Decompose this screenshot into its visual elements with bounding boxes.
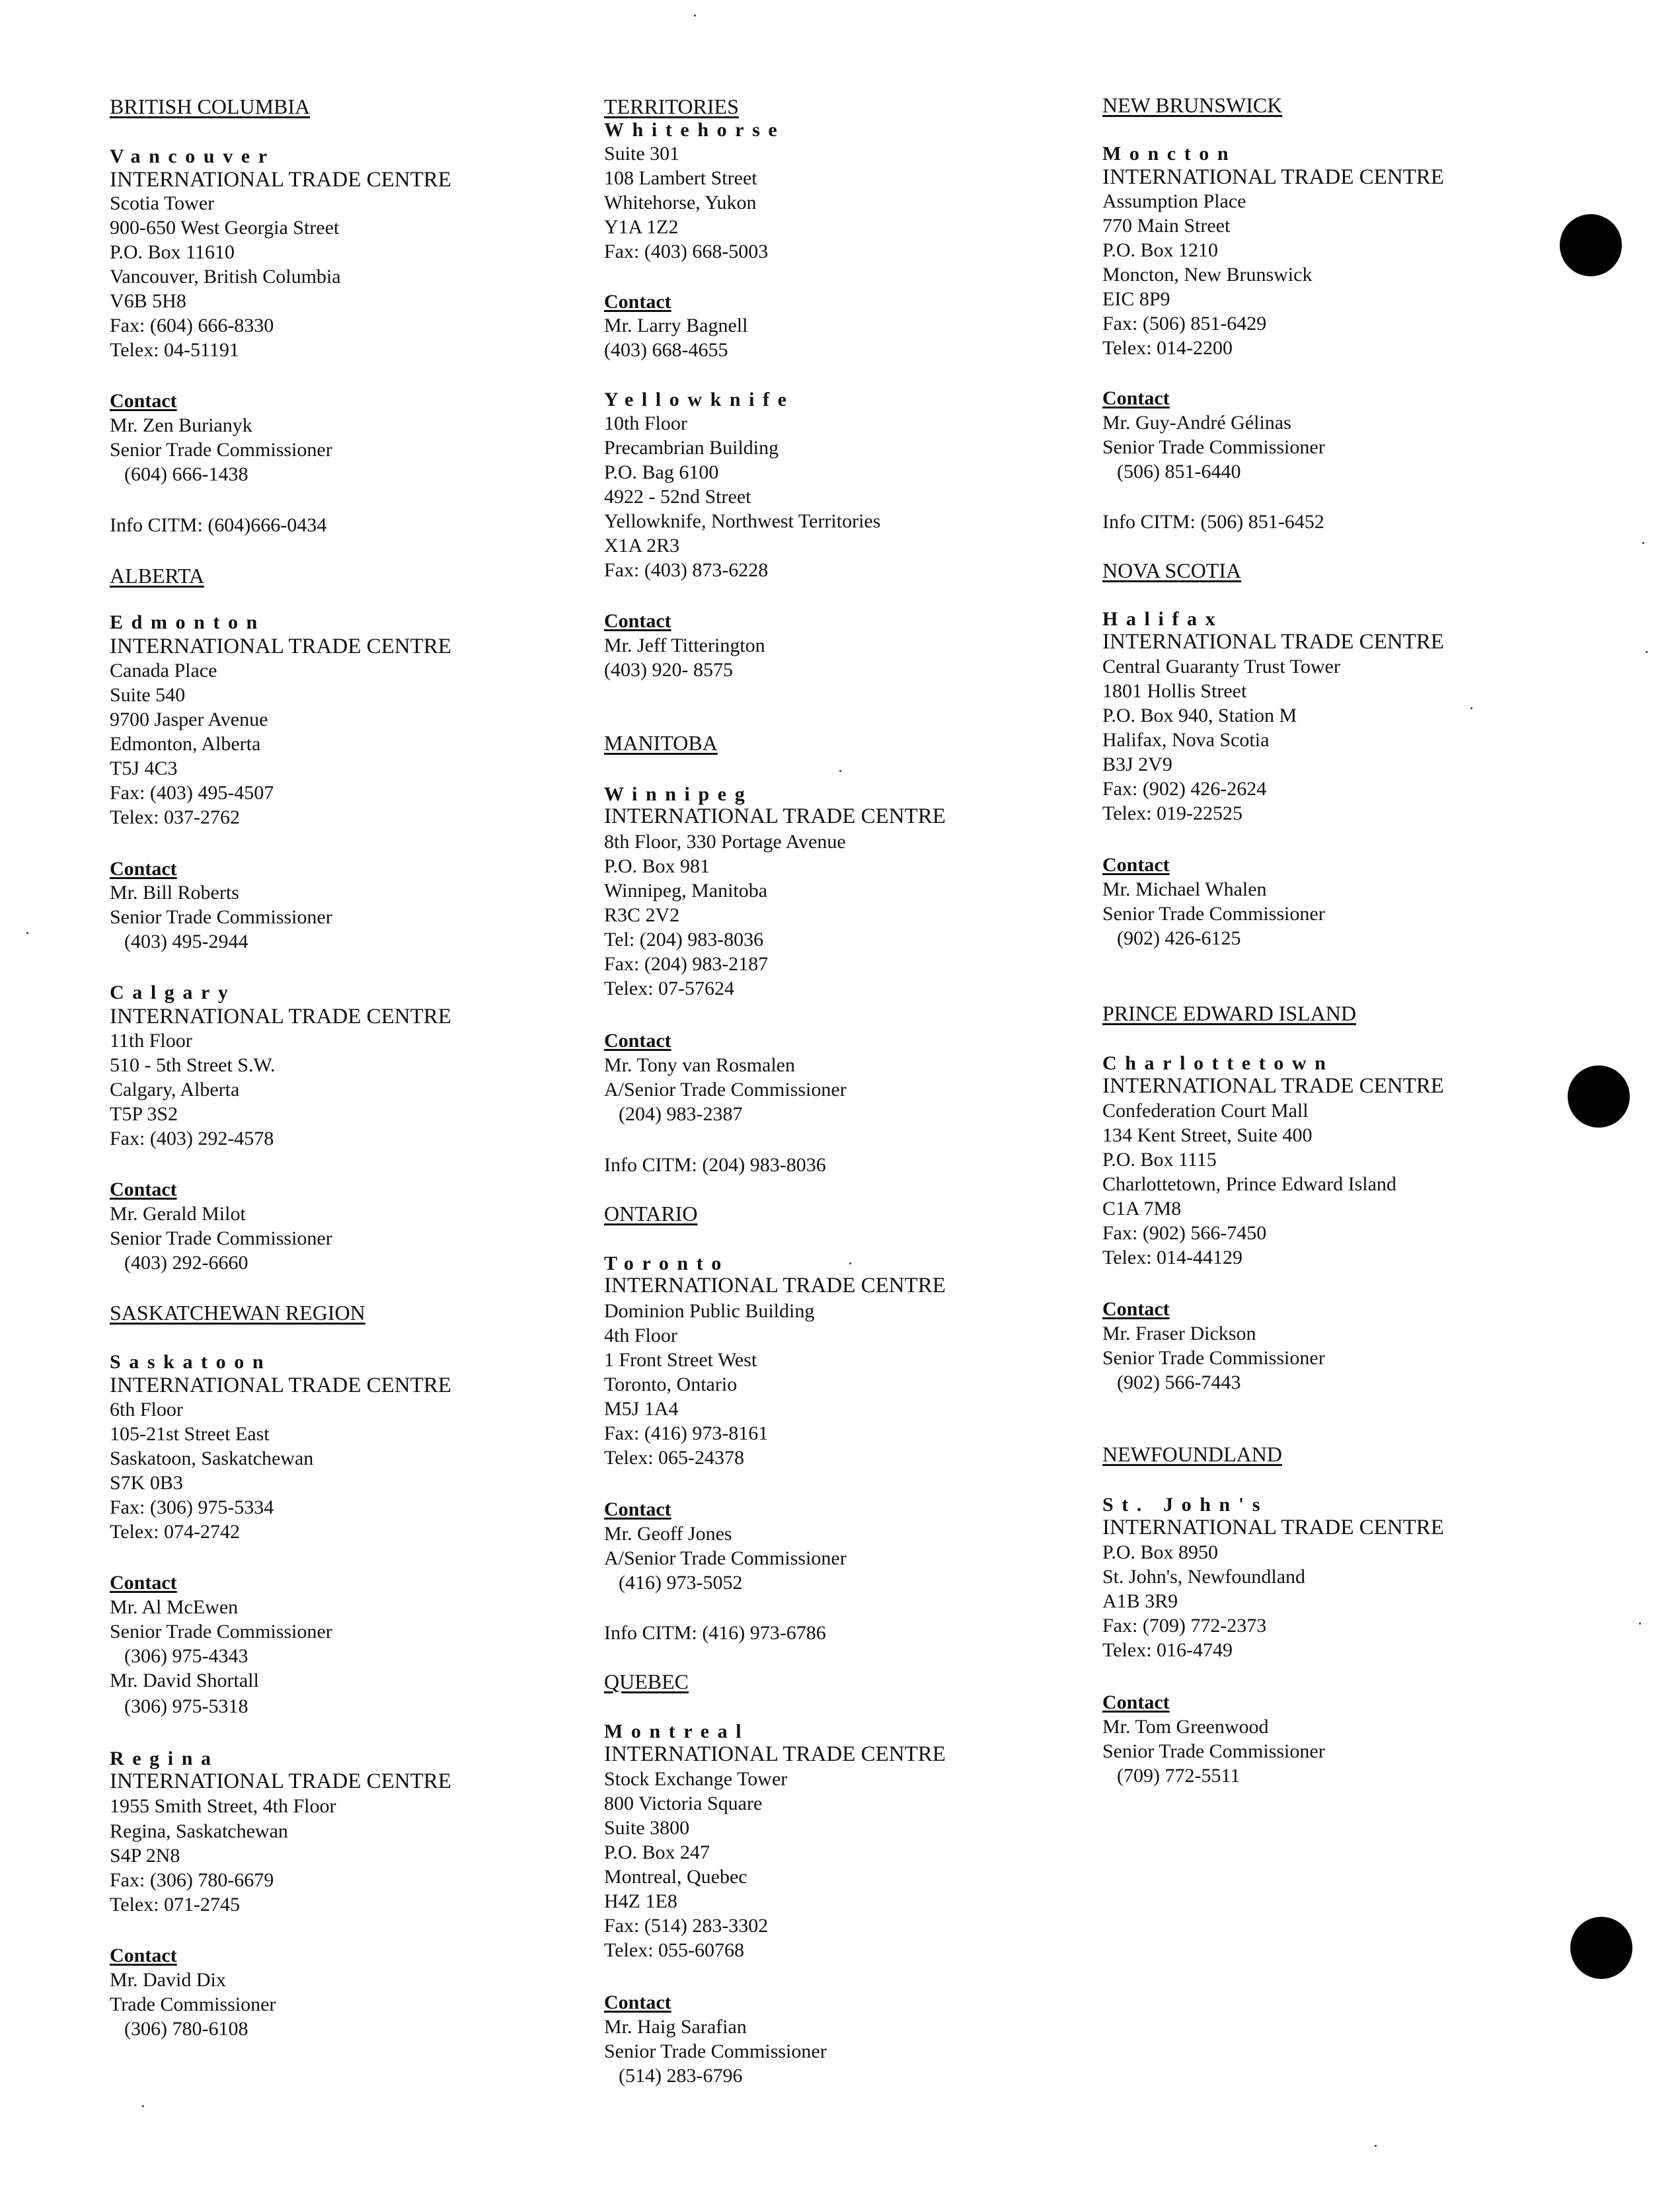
text-line: Toronto, Ontario: [604, 1373, 738, 1395]
text-line: Fax: (403) 292-4578: [110, 1128, 274, 1149]
text-line: H4Z 1E8: [604, 1890, 677, 1912]
text-line: S7K 0B3: [110, 1472, 183, 1494]
text-line: INTERNATIONAL TRADE CENTRE: [1102, 1516, 1444, 1539]
text-line: Telex: 037-2762: [110, 806, 241, 828]
region-heading: NEW BRUNSWICK: [1102, 93, 1283, 117]
text-line: Trade Commissioner: [110, 1993, 276, 2015]
text-line: T5J 4C3: [110, 757, 178, 779]
text-line: 8th Floor, 330 Portage Avenue: [604, 831, 846, 853]
text-line: Mr. Bill Roberts: [110, 882, 239, 904]
text-line: INTERNATIONAL TRADE CENTRE: [110, 1005, 451, 1028]
text-line: 10th Floor: [604, 412, 687, 434]
text-line: (902) 426-6125: [1117, 927, 1241, 949]
text-line: Telex: 016-4749: [1102, 1639, 1233, 1661]
text-line: R3C 2V2: [604, 904, 680, 926]
text-line: Telex: 04-51191: [110, 339, 239, 361]
city-name: Toronto: [604, 1253, 730, 1274]
text-line: INTERNATIONAL TRADE CENTRE: [1102, 630, 1444, 654]
city-name: Calgary: [110, 982, 237, 1003]
text-line: Winnipeg, Manitoba: [604, 880, 768, 902]
text-line: Mr. Haig Sarafian: [604, 2016, 747, 2038]
text-line: 9700 Jasper Avenue: [110, 709, 268, 730]
text-line: Senior Trade Commissioner: [110, 1227, 332, 1249]
text-line: Whitehorse, Yukon: [604, 192, 757, 213]
text-line: Mr. Zen Burianyk: [110, 414, 252, 436]
city-name: Montreal: [604, 1720, 750, 1742]
city-name: Charlottetown: [1102, 1052, 1334, 1074]
contact-label: Contact: [1102, 854, 1170, 876]
punch-hole-middle: [1568, 1065, 1630, 1128]
city-name: Moncton: [1102, 143, 1237, 165]
text-line: P.O. Box 1115: [1102, 1149, 1217, 1171]
text-line: INTERNATIONAL TRADE CENTRE: [110, 168, 451, 192]
text-line: Telex: 055-60768: [604, 1939, 745, 1961]
contact-label: Contact: [604, 291, 671, 313]
text-line: INTERNATIONAL TRADE CENTRE: [604, 1742, 946, 1766]
text-line: Fax: (902) 426-2624: [1102, 778, 1267, 800]
text-line: Vancouver, British Columbia: [110, 266, 341, 288]
text-line: P.O. Box 1210: [1102, 239, 1219, 261]
text-line: Senior Trade Commissioner: [110, 906, 332, 928]
city-name: Whitehorse: [604, 119, 786, 141]
text-line: Fax: (709) 772-2373: [1102, 1615, 1267, 1637]
text-line: Mr. David Shortall: [110, 1670, 259, 1691]
contact-label: Contact: [1102, 387, 1170, 409]
city-name: Regina: [110, 1748, 219, 1769]
scan-speck: [694, 15, 696, 17]
text-line: Senior Trade Commissioner: [1102, 1347, 1325, 1369]
text-line: Fax: (416) 973-8161: [604, 1422, 769, 1444]
text-line: 6th Floor: [110, 1399, 183, 1420]
text-line: Senior Trade Commissioner: [1102, 436, 1325, 458]
scan-speck: [26, 932, 28, 934]
text-line: Telex: 065-24378: [604, 1447, 745, 1469]
text-line: Mr. Gerald Milot: [110, 1203, 246, 1225]
text-line: T5P 3S2: [110, 1103, 178, 1125]
text-line: EIC 8P9: [1102, 288, 1170, 310]
scan-speck: [1642, 542, 1644, 544]
region-heading: NEWFOUNDLAND: [1102, 1442, 1282, 1466]
punch-hole-top: [1560, 214, 1622, 276]
region-heading: QUEBEC: [604, 1670, 689, 1693]
text-line: Suite 540: [110, 684, 186, 706]
text-line: Central Guaranty Trust Tower: [1102, 656, 1340, 677]
text-line: Charlottetown, Prince Edward Island: [1102, 1173, 1396, 1195]
text-line: Fax: (403) 873-6228: [604, 559, 769, 581]
text-line: P.O. Box 940, Station M: [1102, 705, 1297, 726]
text-line: B3J 2V9: [1102, 754, 1172, 775]
text-line: C1A 7M8: [1102, 1198, 1182, 1219]
text-line: Edmonton, Alberta: [110, 733, 261, 755]
text-line: Mr. Jeff Titterington: [604, 635, 765, 656]
text-line: St. John's, Newfoundland: [1102, 1566, 1306, 1588]
text-line: Montreal, Quebec: [604, 1866, 747, 1888]
contact-label: Contact: [604, 1991, 671, 2013]
city-name: Edmonton: [110, 611, 266, 633]
text-line: Fax: (514) 283-3302: [604, 1915, 769, 1937]
text-line: Mr. Michael Whalen: [1102, 878, 1267, 900]
text-line: Fax: (306) 975-5334: [110, 1496, 274, 1518]
text-line: A1B 3R9: [1102, 1590, 1178, 1612]
region-heading: NOVA SCOTIA: [1102, 559, 1242, 582]
region-heading: ONTARIO: [604, 1202, 698, 1225]
text-line: Senior Trade Commissioner: [1102, 1740, 1325, 1762]
scan-speck: [1375, 2145, 1377, 2147]
text-line: Stock Exchange Tower: [604, 1768, 788, 1790]
text-line: Senior Trade Commissioner: [110, 439, 332, 461]
city-name: Vancouver: [110, 145, 276, 167]
contact-label: Contact: [110, 1572, 177, 1594]
text-line: Assumption Place: [1102, 190, 1246, 212]
text-line: (306) 780-6108: [124, 2018, 248, 2040]
text-line: (306) 975-5318: [124, 1695, 248, 1717]
text-line: 105-21st Street East: [110, 1423, 270, 1445]
text-line: INTERNATIONAL TRADE CENTRE: [1102, 165, 1444, 189]
text-line: (514) 283-6796: [619, 2065, 743, 2087]
text-line: Fax: (403) 495-4507: [110, 782, 274, 804]
city-name: Winnipeg: [604, 783, 753, 805]
text-line: Mr. Fraser Dickson: [1102, 1323, 1256, 1344]
text-line: S4P 2N8: [110, 1845, 180, 1867]
contact-label: Contact: [110, 858, 177, 880]
text-line: Regina, Saskatchewan: [110, 1820, 288, 1842]
text-line: Info CITM: (604)666-0434: [110, 514, 327, 536]
contact-label: Contact: [604, 1498, 671, 1520]
city-name: Halifax: [1102, 608, 1224, 630]
text-line: 134 Kent Street, Suite 400: [1102, 1124, 1313, 1146]
scan-speck: [849, 1262, 851, 1264]
text-line: Fax: (306) 780-6679: [110, 1869, 274, 1891]
text-line: Telex: 014-44129: [1102, 1247, 1243, 1268]
scan-speck: [839, 770, 841, 772]
text-line: (709) 772-5511: [1117, 1765, 1241, 1787]
text-line: (604) 666-1438: [124, 463, 248, 485]
text-line: 800 Victoria Square: [604, 1793, 763, 1814]
text-line: Tel: (204) 983-8036: [604, 929, 764, 950]
text-line: M5J 1A4: [604, 1398, 679, 1420]
region-heading: SASKATCHEWAN REGION: [110, 1301, 365, 1325]
text-line: Mr. Tom Greenwood: [1102, 1716, 1269, 1738]
text-line: Info CITM: (204) 983-8036: [604, 1154, 826, 1176]
text-line: Telex: 071-2745: [110, 1894, 241, 1915]
text-line: Saskatoon, Saskatchewan: [110, 1448, 314, 1469]
text-line: P.O. Box 8950: [1102, 1541, 1219, 1563]
text-line: Mr. Al McEwen: [110, 1596, 239, 1618]
text-line: 900-650 West Georgia Street: [110, 217, 340, 239]
contact-label: Contact: [1102, 1691, 1170, 1713]
contact-label: Contact: [110, 1945, 177, 1966]
text-line: Suite 3800: [604, 1817, 690, 1839]
text-line: (403) 668-4655: [604, 339, 728, 361]
region-heading: PRINCE EDWARD ISLAND: [1102, 1001, 1356, 1025]
region-heading: MANITOBA: [604, 731, 718, 755]
region-heading: BRITISH COLUMBIA: [110, 95, 311, 118]
text-line: X1A 2R3: [604, 535, 680, 557]
text-line: 1 Front Street West: [604, 1349, 757, 1371]
scan-speck: [1646, 651, 1648, 653]
contact-label: Contact: [110, 390, 177, 412]
text-line: Info CITM: (506) 851-6452: [1102, 511, 1324, 533]
text-line: Mr. Larry Bagnell: [604, 315, 748, 336]
text-line: 4922 - 52nd Street: [604, 486, 751, 508]
text-line: 1801 Hollis Street: [1102, 680, 1247, 702]
text-line: Scotia Tower: [110, 192, 215, 214]
text-line: P.O. Box 981: [604, 855, 710, 877]
text-line: A/Senior Trade Commissioner: [604, 1079, 847, 1101]
scan-speck: [142, 2105, 144, 2107]
text-line: Calgary, Alberta: [110, 1079, 240, 1101]
scan-speck: [1470, 707, 1472, 709]
text-line: 510 - 5th Street S.W.: [110, 1054, 276, 1076]
text-line: 4th Floor: [604, 1325, 677, 1346]
text-line: (403) 920- 8575: [604, 659, 733, 681]
text-line: Fax: (506) 851-6429: [1102, 313, 1267, 334]
contact-label: Contact: [1102, 1298, 1170, 1320]
text-line: A/Senior Trade Commissioner: [604, 1547, 847, 1569]
text-line: Y1A 1Z2: [604, 216, 679, 238]
text-line: 108 Lambert Street: [604, 167, 757, 189]
text-line: (204) 983-2387: [619, 1103, 743, 1125]
text-line: Dominion Public Building: [604, 1300, 815, 1322]
text-line: Mr. Geoff Jones: [604, 1523, 732, 1545]
text-line: 770 Main Street: [1102, 215, 1231, 237]
text-line: Telex: 07-57624: [604, 978, 735, 999]
text-line: Halifax, Nova Scotia: [1102, 729, 1270, 751]
scan-speck: [1639, 1623, 1641, 1625]
city-name: St. John's: [1102, 1494, 1269, 1516]
text-line: Precambrian Building: [604, 437, 779, 459]
text-line: (416) 973-5052: [619, 1572, 743, 1594]
text-line: Yellowknife, Northwest Territories: [604, 510, 881, 532]
text-line: 11th Floor: [110, 1030, 192, 1052]
city-name: Yellowknife: [604, 389, 795, 410]
region-heading: ALBERTA: [110, 564, 205, 588]
text-line: V6B 5H8: [110, 290, 186, 312]
text-line: Fax: (902) 566-7450: [1102, 1222, 1267, 1244]
text-line: P.O. Box 11610: [110, 241, 235, 263]
text-line: INTERNATIONAL TRADE CENTRE: [604, 804, 946, 828]
text-line: Senior Trade Commissioner: [110, 1621, 332, 1643]
text-line: INTERNATIONAL TRADE CENTRE: [110, 1769, 451, 1793]
text-line: Confederation Court Mall: [1102, 1100, 1309, 1122]
text-line: Suite 301: [604, 143, 680, 165]
text-line: Fax: (604) 666-8330: [110, 315, 274, 336]
text-line: Canada Place: [110, 660, 217, 681]
text-line: Senior Trade Commissioner: [1102, 903, 1325, 925]
text-line: Mr. David Dix: [110, 1969, 226, 1991]
text-line: Telex: 074-2742: [110, 1521, 241, 1543]
text-line: Info CITM: (416) 973-6786: [604, 1622, 826, 1644]
text-line: P.O. Box 247: [604, 1841, 710, 1863]
text-line: Senior Trade Commissioner: [604, 2040, 827, 2062]
contact-label: Contact: [110, 1179, 177, 1200]
text-line: (506) 851-6440: [1117, 461, 1241, 483]
text-line: Telex: 014-2200: [1102, 337, 1233, 359]
text-line: Moncton, New Brunswick: [1102, 264, 1313, 286]
text-line: Telex: 019-22525: [1102, 802, 1243, 824]
contact-label: Contact: [604, 610, 671, 632]
text-line: 1955 Smith Street, 4th Floor: [110, 1795, 336, 1817]
text-line: INTERNATIONAL TRADE CENTRE: [110, 1373, 451, 1397]
text-line: Mr. Guy-André Gélinas: [1102, 412, 1291, 434]
text-line: (403) 495-2944: [124, 931, 248, 952]
text-line: INTERNATIONAL TRADE CENTRE: [110, 635, 451, 658]
punch-hole-bottom: [1570, 1917, 1632, 1979]
text-line: Fax: (403) 668-5003: [604, 241, 769, 262]
text-line: (902) 566-7443: [1117, 1372, 1241, 1393]
text-line: (306) 975-4343: [124, 1645, 248, 1667]
city-name: Saskatoon: [110, 1351, 272, 1373]
text-line: (403) 292-6660: [124, 1252, 248, 1274]
text-line: P.O. Bag 6100: [604, 461, 719, 483]
text-line: Fax: (204) 983-2187: [604, 953, 769, 975]
text-line: INTERNATIONAL TRADE CENTRE: [1102, 1074, 1444, 1098]
region-heading: TERRITORIES: [604, 95, 739, 118]
contact-label: Contact: [604, 1030, 671, 1052]
text-line: Mr. Tony van Rosmalen: [604, 1054, 795, 1076]
text-line: INTERNATIONAL TRADE CENTRE: [604, 1274, 946, 1297]
